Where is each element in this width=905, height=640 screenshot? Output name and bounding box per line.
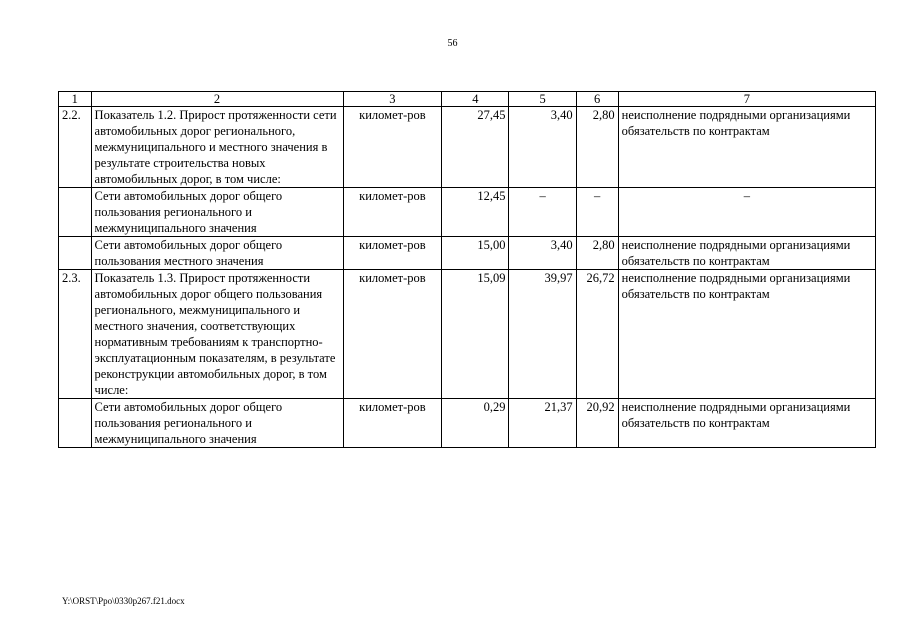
value-col4: 0,29 — [442, 399, 509, 448]
reason-cell: неисполнение подрядными организациями обязательств по контрактам — [618, 107, 875, 188]
value-col4: 15,09 — [442, 270, 509, 399]
value-col5: – — [509, 188, 576, 237]
column-header-6: 6 — [576, 92, 618, 107]
unit-cell: километ-ров — [343, 270, 442, 399]
reason-cell: неисполнение подрядными организациями обязательств по контрактам — [618, 399, 875, 448]
value-col5: 3,40 — [509, 237, 576, 270]
value-col5: 3,40 — [509, 107, 576, 188]
value-col4: 15,00 — [442, 237, 509, 270]
indicator-cell: Показатель 1.2. Прирост протяженности сети автомобильных дорог регионального, межмуниципального и местного значения в результате строительства новых автомобильных дорог, в том числе: — [91, 107, 343, 188]
table-row — [59, 270, 876, 399]
report-table — [58, 91, 876, 448]
indicator-cell: Сети автомобильных дорог общего пользования регионального и межмуниципального значения — [91, 399, 343, 448]
indicator-cell: Сети автомобильных дорог общего пользования местного значения — [91, 237, 343, 270]
unit-cell: километ-ров — [343, 237, 442, 270]
value-col6: 26,72 — [576, 270, 618, 399]
file-path-footer: Y:\ORST\Ppo\0330p267.f21.docx — [62, 596, 185, 606]
reason-cell: неисполнение подрядными организациями обязательств по контрактам — [618, 237, 875, 270]
unit-cell: километ-ров — [343, 107, 442, 188]
column-header-2: 2 — [91, 92, 343, 107]
column-header-3: 3 — [343, 92, 442, 107]
table-row — [59, 237, 876, 270]
value-col6: 2,80 — [576, 237, 618, 270]
value-col6: 2,80 — [576, 107, 618, 188]
page-number: 56 — [447, 38, 458, 49]
indicator-cell: Сети автомобильных дорог общего пользования регионального и межмуниципального значения — [91, 188, 343, 237]
value-col4: 12,45 — [442, 188, 509, 237]
reason-cell: – — [618, 188, 875, 237]
reason-cell: неисполнение подрядными организациями обязательств по контрактам — [618, 270, 875, 399]
column-header-4: 4 — [442, 92, 509, 107]
table-row — [59, 188, 876, 237]
value-col6: 20,92 — [576, 399, 618, 448]
indicator-cell: Показатель 1.3. Прирост протяженности автомобильных дорог общего пользования регионального, межмуниципального и местного значения, соответствующих нормативным требованиям к транспортно-эксплуатационным показателям, в результате реконструкции автомобильных дорог, в том числе: — [91, 270, 343, 399]
row-number — [59, 188, 92, 237]
row-number: 2.3. — [59, 270, 92, 399]
column-header-1: 1 — [59, 92, 92, 107]
value-col4: 27,45 — [442, 107, 509, 188]
column-header-5: 5 — [509, 92, 576, 107]
row-number — [59, 237, 92, 270]
unit-cell: километ-ров — [343, 188, 442, 237]
header-row — [59, 92, 876, 107]
value-col6: – — [576, 188, 618, 237]
value-col5: 39,97 — [509, 270, 576, 399]
table-row — [59, 399, 876, 448]
row-number: 2.2. — [59, 107, 92, 188]
table-row — [59, 107, 876, 188]
row-number — [59, 399, 92, 448]
value-col5: 21,37 — [509, 399, 576, 448]
column-header-7: 7 — [618, 92, 875, 107]
unit-cell: километ-ров — [343, 399, 442, 448]
